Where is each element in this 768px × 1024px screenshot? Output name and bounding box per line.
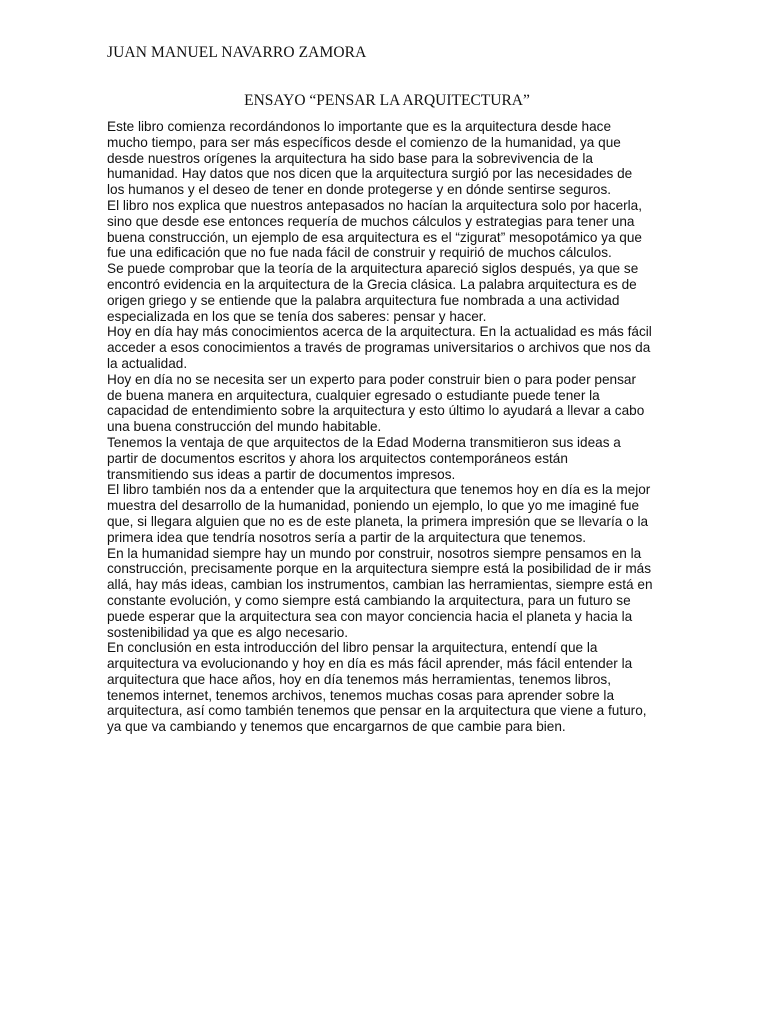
essay-line: sostenibilidad ya que es algo necesario. bbox=[107, 624, 349, 640]
essay-line: muestra del desarrollo de la humanidad, poniendo un ejemplo, lo que yo me imaginé fue bbox=[107, 498, 640, 514]
essay-line: los humanos y el deseo de tener en donde protegerse y en dónde sentirse seguros. bbox=[107, 182, 612, 198]
essay-line: transmitiendo sus ideas a partir de documentos impresos. bbox=[107, 466, 456, 482]
essay-line: especializada en los que se tenía dos saberes: pensar y hacer. bbox=[107, 308, 487, 324]
essay-line: primera idea que tendría nosotros sería a partir de la arquitectura que tenemos. bbox=[107, 529, 587, 545]
essay-line: una buena construcción del mundo habitable. bbox=[107, 419, 382, 435]
essay-line: constante evolución, y como siempre está cambiando la arquitectura, para un futuro se bbox=[107, 592, 631, 608]
essay-line: En la humanidad siempre hay un mundo por construir, nosotros siempre pensamos en la bbox=[107, 545, 642, 561]
essay-line: arquitectura va evolucionando y hoy en día es más fácil aprender, más fácil entender la bbox=[107, 656, 633, 672]
essay-body bbox=[107, 119, 687, 735]
essay-line: humanidad. Hay datos que nos dicen que la arquitectura surgió por las necesidades de bbox=[107, 166, 633, 182]
essay-line: Se puede comprobar que la teoría de la arquitectura apareció siglos después, ya que se bbox=[107, 261, 639, 277]
essay-line: encontró evidencia en la arquitectura de la Grecia clásica. La palabra arquitectura es de bbox=[107, 276, 637, 292]
essay-line: El libro nos explica que nuestros antepasados no hacían la arquitectura solo por hacerla, bbox=[107, 197, 643, 213]
essay-line: de buena manera en arquitectura, cualquier egresado o estudiante puede tener la bbox=[107, 387, 600, 403]
essay-line: sino que desde ese entonces requería de muchos cálculos y estrategias para tener una bbox=[107, 213, 635, 229]
essay-line: puede esperar que la arquitectura sea con mayor conciencia hacia el planeta y hacia la bbox=[107, 608, 633, 624]
essay-line: acceder a esos conocimientos a través de programas universitarios o archivos que nos da bbox=[107, 340, 651, 356]
essay-line: Este libro comienza recordándonos lo importante que es la arquitectura desde hace bbox=[107, 119, 612, 134]
essay-line: la actualidad. bbox=[107, 355, 188, 371]
essay-line: Tenemos la ventaja de que arquitectos de la Edad Moderna transmitieron sus ideas a bbox=[107, 434, 621, 450]
essay-line: fue una edificación que no fue nada fácil de construir y requirió de muchos cálculos. bbox=[107, 245, 612, 261]
essay-line: mucho tiempo, para ser más específicos desde el comienzo de la humanidad, ya que bbox=[107, 134, 621, 150]
essay-line: arquitectura que hace años, hoy en día tenemos más herramientas, tenemos libros, bbox=[107, 671, 612, 687]
essay-line: origen griego y se entiende que la palabra arquitectura fue nombrada a una actividad bbox=[107, 292, 620, 308]
essay-line: que, si llegara alguien que no es de este planeta, la primera impresión que se llevaría o la bbox=[107, 513, 649, 529]
essay-title-text: ENSAYO “PENSAR LA ARQUITECTURA” bbox=[244, 92, 530, 109]
author-name: JUAN MANUEL NAVARRO ZAMORA bbox=[107, 44, 367, 61]
essay-line: El libro también nos da a entender que la arquitectura que tenemos hoy en día es la mejor bbox=[107, 482, 651, 498]
essay-line: capacidad de entendimiento sobre la arquitectura y esto último lo ayudará a llevar a cabo bbox=[107, 403, 645, 419]
essay-line: buena construcción, un ejemplo de esa arquitectura es el “zigurat” mesopotámico ya que bbox=[107, 229, 642, 245]
essay-line: allá, hay más ideas, cambian los instrumentos, cambian las herramientas, siempre está en bbox=[107, 577, 653, 593]
essay-line: desde nuestros orígenes la arquitectura ha sido base para la sobrevivencia de la bbox=[107, 150, 593, 166]
essay-title bbox=[0, 92, 768, 110]
essay-line: Hoy en día no se necesita ser un experto para poder construir bien o para poder pensar bbox=[107, 371, 636, 387]
essay-line: arquitectura, así como también tenemos que pensar en la arquitectura que viene a futuro, bbox=[107, 703, 647, 719]
essay-line: ya que va cambiando y tenemos que encargarnos de que cambie para bien. bbox=[107, 719, 566, 735]
essay-line: construcción, precisamente porque en la arquitectura siempre está la posibilidad de ir más bbox=[107, 561, 652, 577]
essay-line: tenemos internet, tenemos archivos, tenemos muchas cosas para aprender sobre la bbox=[107, 687, 615, 703]
essay-line: partir de documentos escritos y ahora los arquitectos contemporáneos están bbox=[107, 450, 568, 466]
essay-line: Hoy en día hay más conocimientos acerca de la arquitectura. En la actualidad es más fácil bbox=[107, 324, 652, 340]
essay-line: En conclusión en esta introducción del libro pensar la arquitectura, entendí que la bbox=[107, 640, 598, 656]
